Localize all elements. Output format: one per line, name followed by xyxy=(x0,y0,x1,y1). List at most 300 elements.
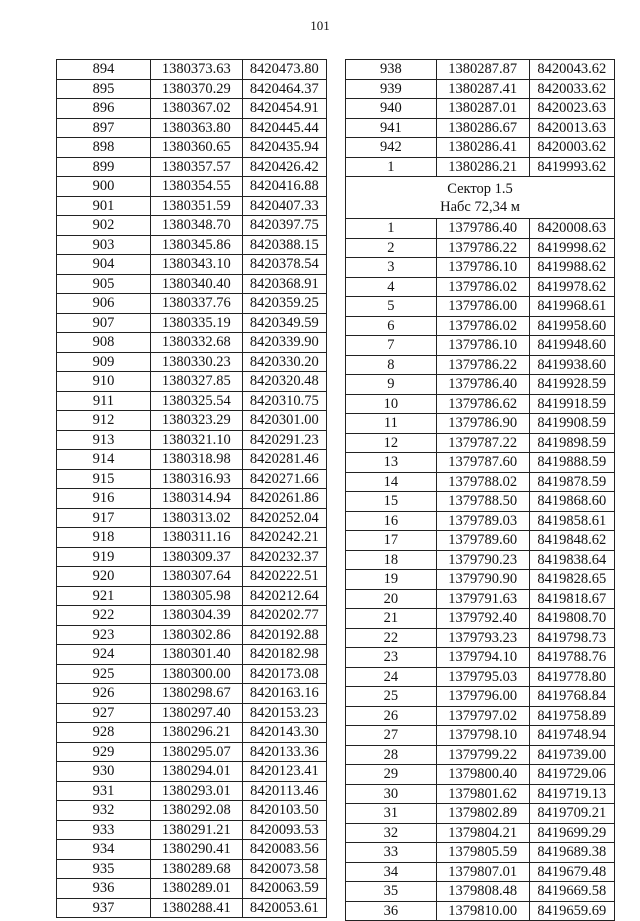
x-coordinate-cell: 1379808.48 xyxy=(436,882,529,902)
y-coordinate-cell: 8420271.66 xyxy=(242,469,326,489)
table-row xyxy=(346,511,615,531)
point-number-cell: 904 xyxy=(57,255,151,275)
sector-header-section xyxy=(346,177,615,219)
y-coordinate-cell: 8420426.42 xyxy=(242,157,326,177)
point-number-cell: 32 xyxy=(346,823,437,843)
y-coordinate-cell: 8420083.56 xyxy=(242,840,326,860)
x-coordinate-cell: 1379787.22 xyxy=(436,433,529,453)
x-coordinate-cell: 1380373.63 xyxy=(150,60,242,80)
y-coordinate-cell: 8420123.41 xyxy=(242,762,326,782)
table-row xyxy=(346,882,615,902)
y-coordinate-cell: 8420013.63 xyxy=(529,118,614,138)
x-coordinate-cell: 1380289.01 xyxy=(150,879,242,899)
x-coordinate-cell: 1379805.59 xyxy=(436,843,529,863)
x-coordinate-cell: 1379789.60 xyxy=(436,531,529,551)
x-coordinate-cell: 1380323.29 xyxy=(150,411,242,431)
x-coordinate-cell: 1380360.65 xyxy=(150,138,242,158)
table-row xyxy=(346,550,615,570)
x-coordinate-cell: 1380367.02 xyxy=(150,99,242,119)
y-coordinate-cell: 8419858.61 xyxy=(529,511,614,531)
table-row xyxy=(346,823,615,843)
y-coordinate-cell: 8419788.76 xyxy=(529,648,614,668)
y-coordinate-cell: 8419838.64 xyxy=(529,550,614,570)
table-row xyxy=(57,118,327,138)
point-number-cell: 25 xyxy=(346,687,437,707)
y-coordinate-cell: 8420003.62 xyxy=(529,138,614,158)
y-coordinate-cell: 8419868.60 xyxy=(529,492,614,512)
table-row xyxy=(57,489,327,509)
x-coordinate-cell: 1380335.19 xyxy=(150,313,242,333)
y-coordinate-cell: 8419878.59 xyxy=(529,472,614,492)
x-coordinate-cell: 1379807.01 xyxy=(436,862,529,882)
x-coordinate-cell: 1379786.90 xyxy=(436,414,529,434)
point-number-cell: 9 xyxy=(346,375,437,395)
x-coordinate-cell: 1380302.86 xyxy=(150,625,242,645)
y-coordinate-cell: 8420454.91 xyxy=(242,99,326,119)
x-coordinate-cell: 1379786.00 xyxy=(436,297,529,317)
y-coordinate-cell: 8419768.84 xyxy=(529,687,614,707)
point-number-cell: 1 xyxy=(346,157,437,177)
point-number-cell: 924 xyxy=(57,645,151,665)
point-number-cell: 937 xyxy=(57,898,151,918)
y-coordinate-cell: 8420212.64 xyxy=(242,586,326,606)
y-coordinate-cell: 8420301.00 xyxy=(242,411,326,431)
left-coordinate-table xyxy=(56,59,327,918)
x-coordinate-cell: 1379786.40 xyxy=(436,219,529,239)
y-coordinate-cell: 8420252.04 xyxy=(242,508,326,528)
x-coordinate-cell: 1379788.50 xyxy=(436,492,529,512)
x-coordinate-cell: 1380287.01 xyxy=(436,99,529,119)
point-number-cell: 928 xyxy=(57,723,151,743)
table-row xyxy=(346,589,615,609)
x-coordinate-cell: 1380305.98 xyxy=(150,586,242,606)
point-number-cell: 4 xyxy=(346,277,437,297)
point-number-cell: 3 xyxy=(346,258,437,278)
point-number-cell: 12 xyxy=(346,433,437,453)
x-coordinate-cell: 1380321.10 xyxy=(150,430,242,450)
point-number-cell: 34 xyxy=(346,862,437,882)
y-coordinate-cell: 8420310.75 xyxy=(242,391,326,411)
y-coordinate-cell: 8419818.67 xyxy=(529,589,614,609)
y-coordinate-cell: 8420407.33 xyxy=(242,196,326,216)
x-coordinate-cell: 1379801.62 xyxy=(436,784,529,804)
y-coordinate-cell: 8419689.38 xyxy=(529,843,614,863)
table-row xyxy=(57,157,327,177)
table-row xyxy=(346,138,615,158)
y-coordinate-cell: 8419928.59 xyxy=(529,375,614,395)
y-coordinate-cell: 8420232.37 xyxy=(242,547,326,567)
table-row xyxy=(57,781,327,801)
point-number-cell: 895 xyxy=(57,79,151,99)
table-row xyxy=(57,879,327,899)
x-coordinate-cell: 1379786.10 xyxy=(436,258,529,278)
table-row xyxy=(57,586,327,606)
point-number-cell: 14 xyxy=(346,472,437,492)
table-row xyxy=(346,609,615,629)
x-coordinate-cell: 1380291.21 xyxy=(150,820,242,840)
table-row xyxy=(346,238,615,258)
x-coordinate-cell: 1379786.40 xyxy=(436,375,529,395)
point-number-cell: 932 xyxy=(57,801,151,821)
point-number-cell: 36 xyxy=(346,901,437,921)
table-row xyxy=(346,453,615,473)
y-coordinate-cell: 8419948.60 xyxy=(529,336,614,356)
table-row xyxy=(57,138,327,158)
table-row xyxy=(346,433,615,453)
y-coordinate-cell: 8420163.16 xyxy=(242,684,326,704)
y-coordinate-cell: 8419978.62 xyxy=(529,277,614,297)
table-row xyxy=(346,316,615,336)
x-coordinate-cell: 1379795.03 xyxy=(436,667,529,687)
x-coordinate-cell: 1380348.70 xyxy=(150,216,242,236)
y-coordinate-cell: 8420291.23 xyxy=(242,430,326,450)
table-row xyxy=(57,567,327,587)
point-number-cell: 2 xyxy=(346,238,437,258)
table-row xyxy=(57,430,327,450)
table-row xyxy=(57,703,327,723)
point-number-cell: 934 xyxy=(57,840,151,860)
x-coordinate-cell: 1379786.22 xyxy=(436,355,529,375)
sector-header-cell xyxy=(346,177,615,219)
point-number-cell: 931 xyxy=(57,781,151,801)
point-number-cell: 13 xyxy=(346,453,437,473)
y-coordinate-cell: 8419988.62 xyxy=(529,258,614,278)
y-coordinate-cell: 8420202.77 xyxy=(242,606,326,626)
x-coordinate-cell: 1379792.40 xyxy=(436,609,529,629)
x-coordinate-cell: 1380340.40 xyxy=(150,274,242,294)
y-coordinate-cell: 8419908.59 xyxy=(529,414,614,434)
point-number-cell: 939 xyxy=(346,79,437,99)
point-number-cell: 906 xyxy=(57,294,151,314)
point-number-cell: 915 xyxy=(57,469,151,489)
point-number-cell: 17 xyxy=(346,531,437,551)
table-row xyxy=(346,336,615,356)
table-row xyxy=(57,313,327,333)
table-row xyxy=(57,235,327,255)
table-row xyxy=(57,645,327,665)
y-coordinate-cell: 8420173.08 xyxy=(242,664,326,684)
x-coordinate-cell: 1380292.08 xyxy=(150,801,242,821)
table-row xyxy=(57,606,327,626)
point-number-cell: 910 xyxy=(57,372,151,392)
x-coordinate-cell: 1380309.37 xyxy=(150,547,242,567)
point-number-cell: 926 xyxy=(57,684,151,704)
x-coordinate-cell: 1379787.60 xyxy=(436,453,529,473)
table-row xyxy=(57,391,327,411)
table-row xyxy=(57,372,327,392)
y-coordinate-cell: 8420388.15 xyxy=(242,235,326,255)
point-number-cell: 912 xyxy=(57,411,151,431)
table-row xyxy=(57,820,327,840)
point-number-cell: 30 xyxy=(346,784,437,804)
point-number-cell: 914 xyxy=(57,450,151,470)
y-coordinate-cell: 8420093.53 xyxy=(242,820,326,840)
point-number-cell: 24 xyxy=(346,667,437,687)
table-row xyxy=(346,901,615,921)
x-coordinate-cell: 1380286.41 xyxy=(436,138,529,158)
table-row xyxy=(346,531,615,551)
x-coordinate-cell: 1379788.02 xyxy=(436,472,529,492)
y-coordinate-cell: 8420416.88 xyxy=(242,177,326,197)
x-coordinate-cell: 1380354.55 xyxy=(150,177,242,197)
y-coordinate-cell: 8419898.59 xyxy=(529,433,614,453)
table-row xyxy=(346,60,615,80)
table-row xyxy=(57,177,327,197)
point-number-cell: 15 xyxy=(346,492,437,512)
x-coordinate-cell: 1379786.62 xyxy=(436,394,529,414)
point-number-cell: 20 xyxy=(346,589,437,609)
x-coordinate-cell: 1380337.76 xyxy=(150,294,242,314)
point-number-cell: 16 xyxy=(346,511,437,531)
x-coordinate-cell: 1380294.01 xyxy=(150,762,242,782)
table-row xyxy=(346,375,615,395)
y-coordinate-cell: 8420153.23 xyxy=(242,703,326,723)
y-coordinate-cell: 8419699.29 xyxy=(529,823,614,843)
table-row xyxy=(57,60,327,80)
point-number-cell: 27 xyxy=(346,726,437,746)
y-coordinate-cell: 8420192.88 xyxy=(242,625,326,645)
table-row xyxy=(346,355,615,375)
table-row xyxy=(57,274,327,294)
point-number-cell: 22 xyxy=(346,628,437,648)
table-row xyxy=(346,628,615,648)
table-row xyxy=(57,411,327,431)
x-coordinate-cell: 1379797.02 xyxy=(436,706,529,726)
x-coordinate-cell: 1380332.68 xyxy=(150,333,242,353)
y-coordinate-cell: 8419968.61 xyxy=(529,297,614,317)
y-coordinate-cell: 8420242.21 xyxy=(242,528,326,548)
table-row xyxy=(346,706,615,726)
table-row xyxy=(346,648,615,668)
y-coordinate-cell: 8420339.90 xyxy=(242,333,326,353)
point-number-cell: 935 xyxy=(57,859,151,879)
x-coordinate-cell: 1380286.67 xyxy=(436,118,529,138)
point-number-cell: 917 xyxy=(57,508,151,528)
x-coordinate-cell: 1380298.67 xyxy=(150,684,242,704)
point-number-cell: 922 xyxy=(57,606,151,626)
point-number-cell: 930 xyxy=(57,762,151,782)
x-coordinate-cell: 1380327.85 xyxy=(150,372,242,392)
table-row xyxy=(57,216,327,236)
y-coordinate-cell: 8420330.20 xyxy=(242,352,326,372)
point-number-cell: 35 xyxy=(346,882,437,902)
point-number-cell: 896 xyxy=(57,99,151,119)
point-number-cell: 942 xyxy=(346,138,437,158)
point-number-cell: 6 xyxy=(346,316,437,336)
table-row xyxy=(346,570,615,590)
table-row xyxy=(346,414,615,434)
table-row xyxy=(346,843,615,863)
table-row xyxy=(57,742,327,762)
y-coordinate-cell: 8419828.65 xyxy=(529,570,614,590)
y-coordinate-cell: 8420043.62 xyxy=(529,60,614,80)
x-coordinate-cell: 1379786.22 xyxy=(436,238,529,258)
x-coordinate-cell: 1380316.93 xyxy=(150,469,242,489)
point-number-cell: 933 xyxy=(57,820,151,840)
y-coordinate-cell: 8420073.58 xyxy=(242,859,326,879)
x-coordinate-cell: 1379798.10 xyxy=(436,726,529,746)
x-coordinate-cell: 1380330.23 xyxy=(150,352,242,372)
y-coordinate-cell: 8420113.46 xyxy=(242,781,326,801)
x-coordinate-cell: 1380301.40 xyxy=(150,645,242,665)
table-row xyxy=(346,804,615,824)
point-number-cell: 907 xyxy=(57,313,151,333)
table-row xyxy=(57,898,327,918)
y-coordinate-cell: 8420033.62 xyxy=(529,79,614,99)
x-coordinate-cell: 1379793.23 xyxy=(436,628,529,648)
table-row xyxy=(57,801,327,821)
y-coordinate-cell: 8420435.94 xyxy=(242,138,326,158)
y-coordinate-cell: 8419709.21 xyxy=(529,804,614,824)
point-number-cell: 913 xyxy=(57,430,151,450)
point-number-cell: 19 xyxy=(346,570,437,590)
point-number-cell: 33 xyxy=(346,843,437,863)
point-number-cell: 28 xyxy=(346,745,437,765)
y-coordinate-cell: 8419993.62 xyxy=(529,157,614,177)
x-coordinate-cell: 1380351.59 xyxy=(150,196,242,216)
table-row xyxy=(346,492,615,512)
point-number-cell: 8 xyxy=(346,355,437,375)
x-coordinate-cell: 1380357.57 xyxy=(150,157,242,177)
table-row xyxy=(57,547,327,567)
point-number-cell: 5 xyxy=(346,297,437,317)
table-row xyxy=(346,765,615,785)
y-coordinate-cell: 8420368.91 xyxy=(242,274,326,294)
point-number-cell: 929 xyxy=(57,742,151,762)
y-coordinate-cell: 8420023.63 xyxy=(529,99,614,119)
table-row xyxy=(57,840,327,860)
left-table-body xyxy=(57,60,327,918)
point-number-cell: 916 xyxy=(57,489,151,509)
y-coordinate-cell: 8419669.58 xyxy=(529,882,614,902)
table-row xyxy=(57,469,327,489)
point-number-cell: 903 xyxy=(57,235,151,255)
point-number-cell: 941 xyxy=(346,118,437,138)
point-number-cell: 918 xyxy=(57,528,151,548)
table-row xyxy=(57,762,327,782)
table-row xyxy=(346,784,615,804)
sector-title: Сектор 1.5 xyxy=(447,180,513,197)
table-row xyxy=(346,472,615,492)
x-coordinate-cell: 1380307.64 xyxy=(150,567,242,587)
y-coordinate-cell: 8420103.50 xyxy=(242,801,326,821)
table-row xyxy=(57,450,327,470)
table-row xyxy=(57,528,327,548)
y-coordinate-cell: 8419758.89 xyxy=(529,706,614,726)
x-coordinate-cell: 1379786.02 xyxy=(436,277,529,297)
point-number-cell: 31 xyxy=(346,804,437,824)
table-row xyxy=(346,297,615,317)
y-coordinate-cell: 8419798.73 xyxy=(529,628,614,648)
table-row xyxy=(57,859,327,879)
x-coordinate-cell: 1380304.39 xyxy=(150,606,242,626)
y-coordinate-cell: 8419938.60 xyxy=(529,355,614,375)
table-row xyxy=(346,862,615,882)
y-coordinate-cell: 8419778.80 xyxy=(529,667,614,687)
point-number-cell: 938 xyxy=(346,60,437,80)
x-coordinate-cell: 1380296.21 xyxy=(150,723,242,743)
point-number-cell: 936 xyxy=(57,879,151,899)
x-coordinate-cell: 1380288.41 xyxy=(150,898,242,918)
sector-header-row xyxy=(346,177,615,219)
point-number-cell: 920 xyxy=(57,567,151,587)
point-number-cell: 898 xyxy=(57,138,151,158)
x-coordinate-cell: 1380311.16 xyxy=(150,528,242,548)
table-row xyxy=(57,196,327,216)
x-coordinate-cell: 1380363.80 xyxy=(150,118,242,138)
table-row xyxy=(346,118,615,138)
x-coordinate-cell: 1379802.89 xyxy=(436,804,529,824)
point-number-cell: 911 xyxy=(57,391,151,411)
point-number-cell: 21 xyxy=(346,609,437,629)
table-row xyxy=(57,255,327,275)
y-coordinate-cell: 8420349.59 xyxy=(242,313,326,333)
point-number-cell: 923 xyxy=(57,625,151,645)
table-row xyxy=(346,726,615,746)
x-coordinate-cell: 1379789.03 xyxy=(436,511,529,531)
point-number-cell: 905 xyxy=(57,274,151,294)
x-coordinate-cell: 1380287.87 xyxy=(436,60,529,80)
point-number-cell: 901 xyxy=(57,196,151,216)
point-number-cell: 908 xyxy=(57,333,151,353)
x-coordinate-cell: 1380293.01 xyxy=(150,781,242,801)
right-coordinate-table xyxy=(345,59,615,921)
point-number-cell: 940 xyxy=(346,99,437,119)
point-number-cell: 1 xyxy=(346,219,437,239)
y-coordinate-cell: 8420320.48 xyxy=(242,372,326,392)
table-row xyxy=(346,687,615,707)
page-number: 101 xyxy=(310,18,330,33)
table-row xyxy=(346,667,615,687)
x-coordinate-cell: 1380297.40 xyxy=(150,703,242,723)
y-coordinate-cell: 8420008.63 xyxy=(529,219,614,239)
y-coordinate-cell: 8420464.37 xyxy=(242,79,326,99)
table-row xyxy=(346,157,615,177)
table-row xyxy=(57,664,327,684)
table-row xyxy=(346,79,615,99)
right-table-bottom-body xyxy=(346,219,615,921)
x-coordinate-cell: 1379794.10 xyxy=(436,648,529,668)
x-coordinate-cell: 1380300.00 xyxy=(150,664,242,684)
table-row xyxy=(57,684,327,704)
point-number-cell: 925 xyxy=(57,664,151,684)
point-number-cell: 23 xyxy=(346,648,437,668)
table-row xyxy=(346,258,615,278)
table-row xyxy=(346,394,615,414)
x-coordinate-cell: 1380289.68 xyxy=(150,859,242,879)
point-number-cell: 919 xyxy=(57,547,151,567)
x-coordinate-cell: 1379786.10 xyxy=(436,336,529,356)
table-row xyxy=(57,508,327,528)
table-row xyxy=(57,625,327,645)
x-coordinate-cell: 1380370.29 xyxy=(150,79,242,99)
y-coordinate-cell: 8420133.36 xyxy=(242,742,326,762)
y-coordinate-cell: 8419998.62 xyxy=(529,238,614,258)
table-row xyxy=(346,99,615,119)
point-number-cell: 11 xyxy=(346,414,437,434)
y-coordinate-cell: 8420182.98 xyxy=(242,645,326,665)
y-coordinate-cell: 8420143.30 xyxy=(242,723,326,743)
y-coordinate-cell: 8419808.70 xyxy=(529,609,614,629)
point-number-cell: 902 xyxy=(57,216,151,236)
table-row xyxy=(57,723,327,743)
y-coordinate-cell: 8419739.00 xyxy=(529,745,614,765)
x-coordinate-cell: 1380295.07 xyxy=(150,742,242,762)
table-row xyxy=(346,219,615,239)
table-row xyxy=(57,333,327,353)
y-coordinate-cell: 8420281.46 xyxy=(242,450,326,470)
table-row xyxy=(346,277,615,297)
